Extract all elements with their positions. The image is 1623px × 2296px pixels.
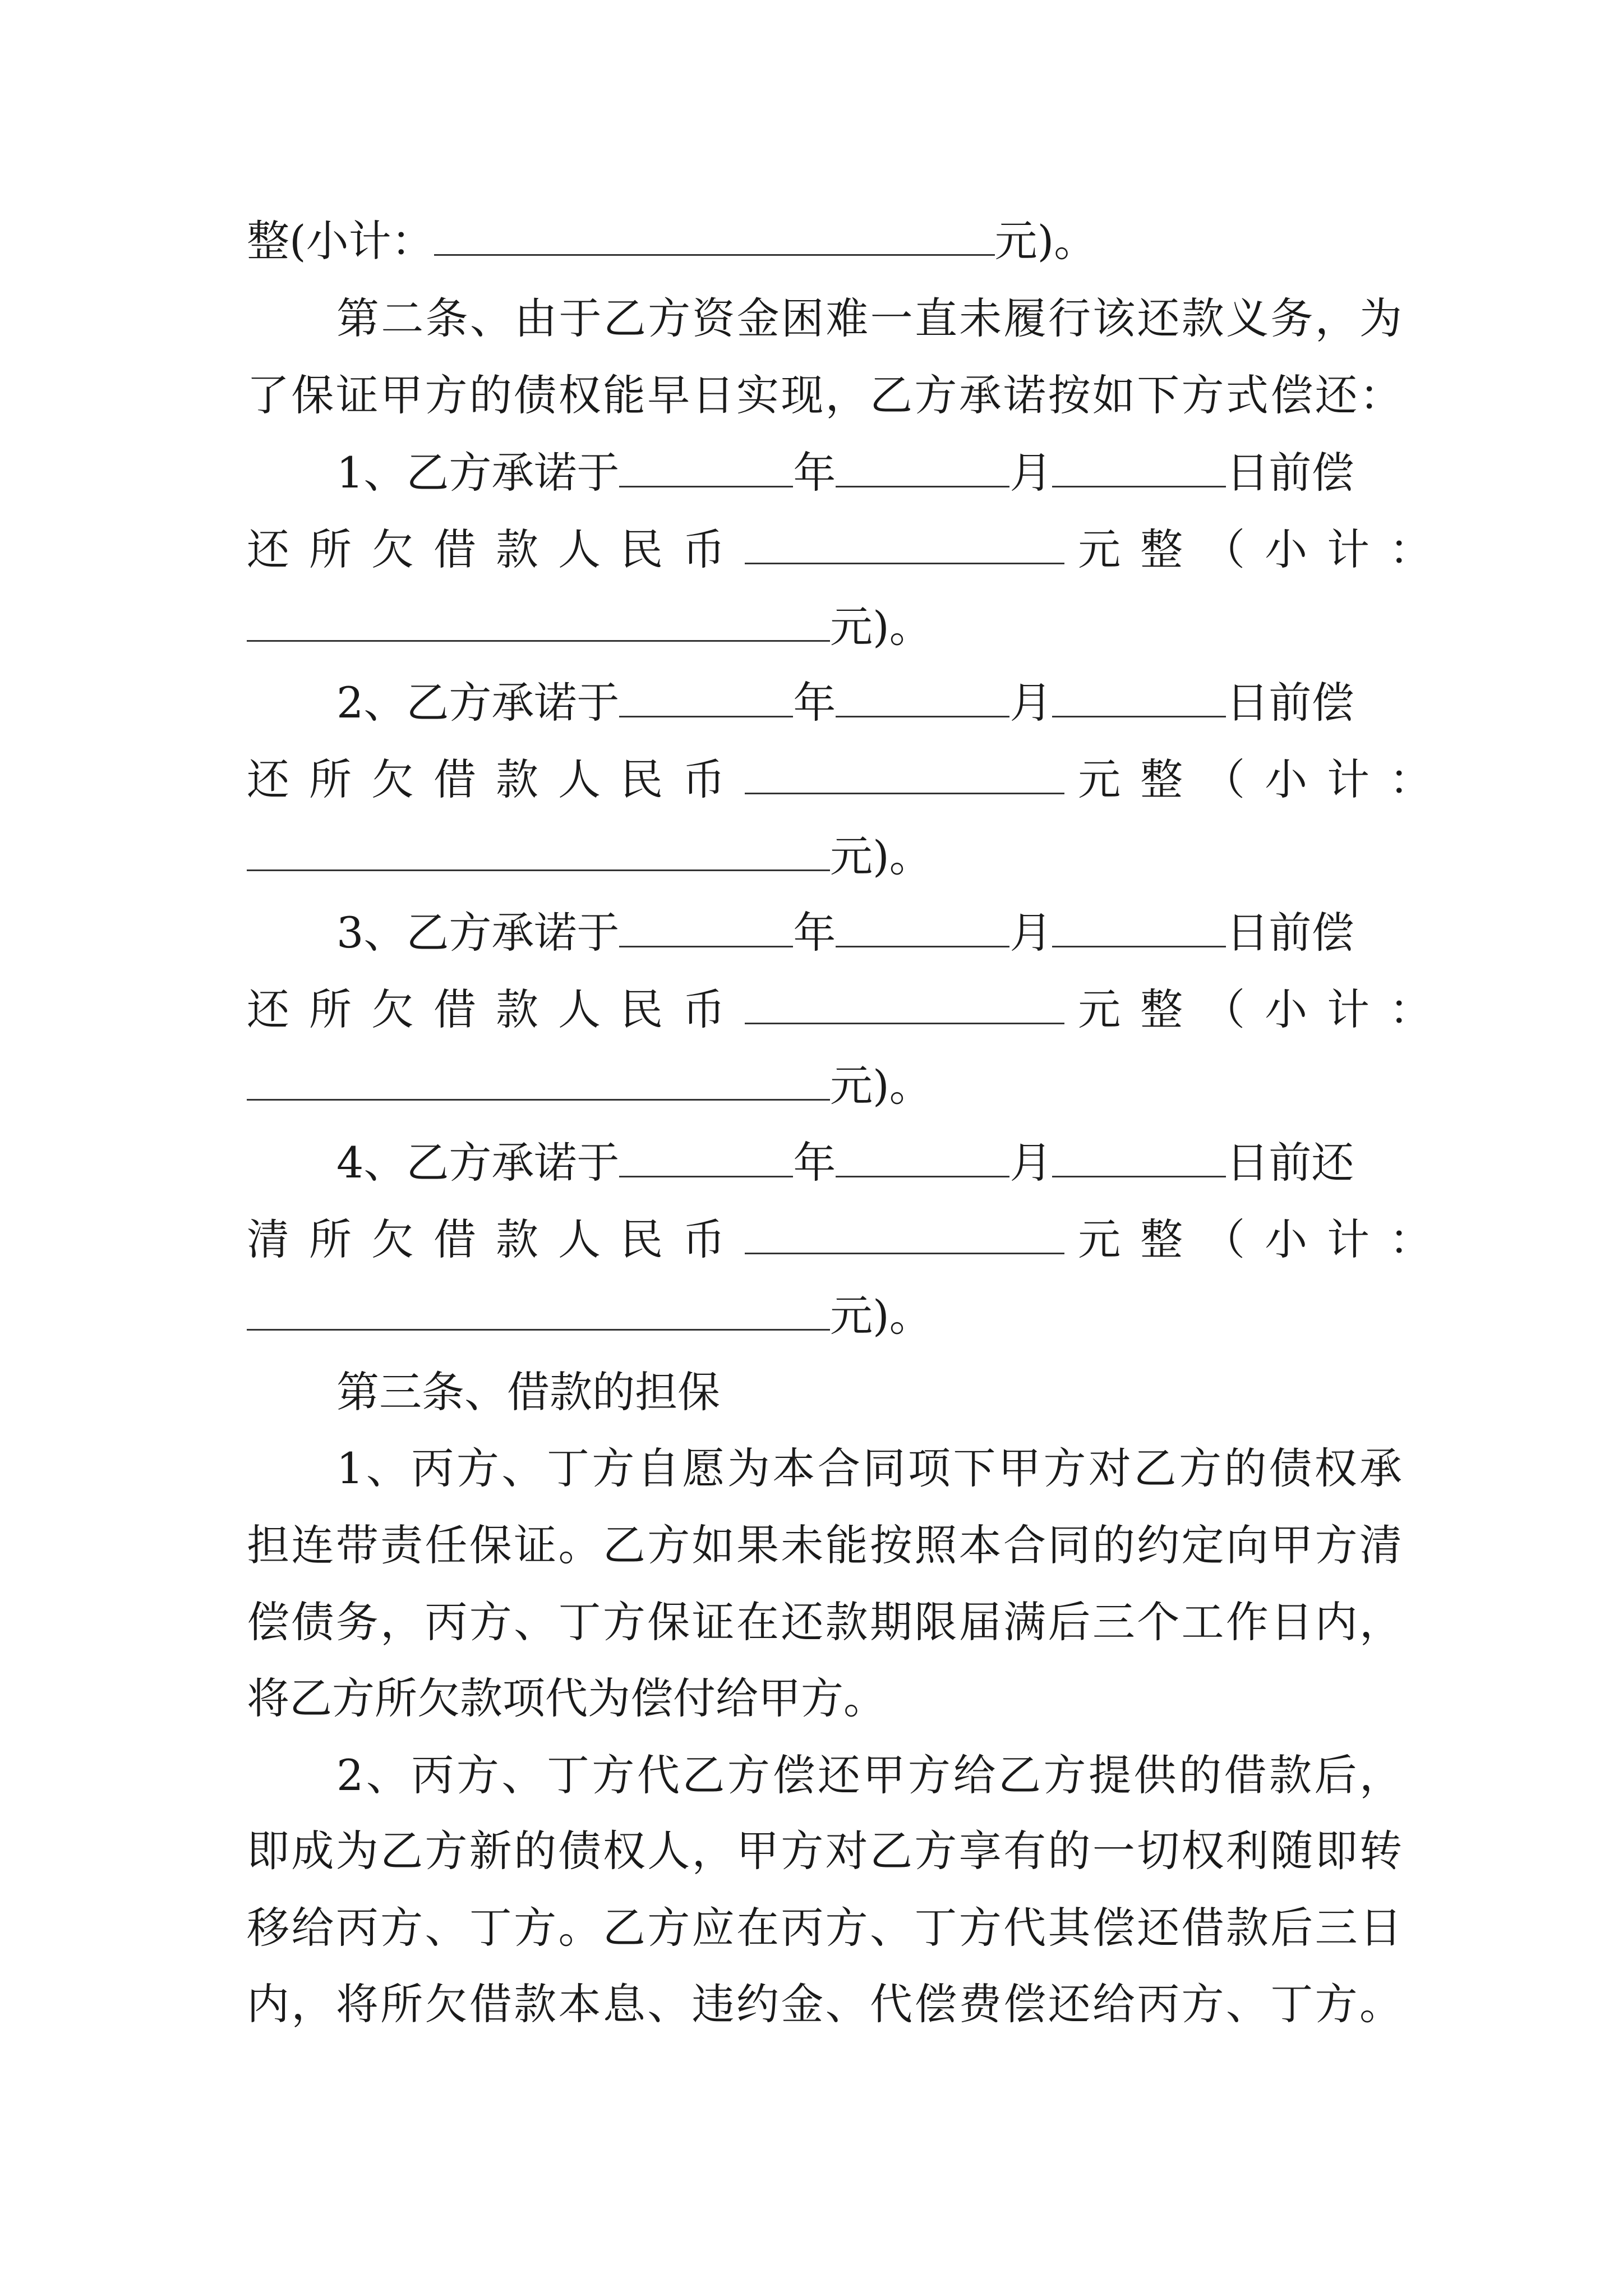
yuan-subtotal-label: 元整（小计： — [1078, 754, 1452, 804]
commit-prefix: 2、乙方承诺于 — [336, 678, 620, 728]
subtotal-blank[interactable] — [247, 834, 830, 871]
guarantee-p2-line3: 移给丙方、丁方。乙方应在丙方、丁方代其偿还借款后三日 — [247, 1903, 1402, 1953]
year-blank[interactable] — [619, 1140, 793, 1177]
year-label: 年 — [793, 1138, 836, 1188]
article2-line1: 第二条、由于乙方资金困难一直未履行该还款义务，为 — [336, 293, 1402, 343]
commit-prefix: 4、乙方承诺于 — [336, 1138, 620, 1188]
yuan-close: 元)。 — [830, 1291, 932, 1341]
month-label: 月 — [1009, 908, 1053, 958]
owed-label: 还所欠借款人民币 — [247, 524, 745, 574]
yuan-close: 元)。 — [994, 216, 1097, 266]
day-label: 日前偿 — [1226, 678, 1354, 728]
owed-label: 还所欠借款人民币 — [247, 984, 745, 1034]
day-label: 日前还 — [1226, 1138, 1354, 1188]
day-label: 日前偿 — [1226, 908, 1354, 958]
yuan-subtotal-label: 元整（小计： — [1078, 524, 1452, 574]
guarantee-p1-line3: 偿债务，丙方、丁方保证在还款期限届满后三个工作日内， — [247, 1597, 1402, 1647]
month-blank[interactable] — [836, 680, 1009, 717]
day-blank[interactable] — [1052, 680, 1226, 717]
subtotal-blank[interactable] — [247, 604, 830, 642]
year-label: 年 — [793, 448, 836, 498]
owed-line-1 — [247, 516, 1452, 583]
owed-line-4 — [247, 1206, 1452, 1273]
yuan-subtotal-label: 元整（小计： — [1078, 1214, 1452, 1264]
month-label: 月 — [1009, 448, 1053, 498]
guarantee-p1-line1: 1、丙方、丁方自愿为本合同项下甲方对乙方的债权承 — [336, 1443, 1402, 1493]
subtotal-blank[interactable] — [247, 1293, 830, 1331]
subtotal-line-4 — [247, 1282, 1402, 1350]
owed-line-3 — [247, 976, 1452, 1043]
month-blank[interactable] — [836, 1140, 1009, 1177]
article3-title: 第三条、借款的担保 — [336, 1367, 720, 1417]
day-blank[interactable] — [1052, 910, 1226, 947]
commit-line-2 — [336, 669, 1402, 737]
commit-prefix: 1、乙方承诺于 — [336, 448, 620, 498]
month-label: 月 — [1009, 1138, 1053, 1188]
yuan-subtotal-label: 元整（小计： — [1078, 984, 1452, 1034]
subtotal-line-2 — [247, 823, 1402, 890]
guarantee-p1-line4: 将乙方所欠款项代为偿付给甲方。 — [247, 1673, 886, 1723]
yuan-close: 元)。 — [830, 602, 932, 652]
guarantee-p2-line4: 内，将所欠借款本息、违约金、代偿费偿还给丙方、丁方。 — [247, 1979, 1402, 2029]
amount-blank[interactable] — [745, 757, 1064, 794]
subtotal-blank[interactable] — [247, 1063, 830, 1101]
day-blank[interactable] — [1052, 450, 1226, 487]
subtotal-line-3 — [247, 1052, 1402, 1120]
guarantee-p2-line2: 即成为乙方新的债权人，甲方对乙方享有的一切权利随即转 — [247, 1826, 1402, 1876]
month-blank[interactable] — [836, 450, 1009, 487]
year-label: 年 — [793, 678, 836, 728]
guarantee-p1-line2: 担连带责任保证。乙方如果未能按照本合同的约定向甲方清 — [247, 1520, 1402, 1570]
subtotal-blank[interactable] — [434, 218, 995, 256]
day-label: 日前偿 — [1226, 448, 1354, 498]
amount-blank[interactable] — [745, 1217, 1064, 1254]
year-blank[interactable] — [619, 680, 793, 717]
commit-prefix: 3、乙方承诺于 — [336, 908, 620, 958]
guarantee-p2-line1: 2、丙方、丁方代乙方偿还甲方给乙方提供的借款后， — [336, 1750, 1402, 1800]
commit-line-4 — [336, 1129, 1402, 1197]
subtotal-prefix: 整(小计： — [247, 216, 434, 266]
month-label: 月 — [1009, 678, 1053, 728]
owed-label: 还所欠借款人民币 — [247, 754, 745, 804]
commit-line-3 — [336, 899, 1402, 967]
subtotal-line — [247, 208, 1402, 275]
owed-label: 清所欠借款人民币 — [247, 1214, 745, 1264]
year-blank[interactable] — [619, 450, 793, 487]
yuan-close: 元)。 — [830, 831, 932, 881]
owed-line-2 — [247, 746, 1452, 813]
commit-line-1 — [336, 439, 1402, 507]
amount-blank[interactable] — [745, 987, 1064, 1024]
article2-line2: 了保证甲方的债权能早日实现，乙方承诺按如下方式偿还： — [247, 370, 1402, 420]
yuan-close: 元)。 — [830, 1061, 932, 1111]
amount-blank[interactable] — [745, 527, 1064, 564]
year-label: 年 — [793, 908, 836, 958]
year-blank[interactable] — [619, 910, 793, 947]
day-blank[interactable] — [1052, 1140, 1226, 1177]
subtotal-line-1 — [247, 593, 1402, 661]
month-blank[interactable] — [836, 910, 1009, 947]
